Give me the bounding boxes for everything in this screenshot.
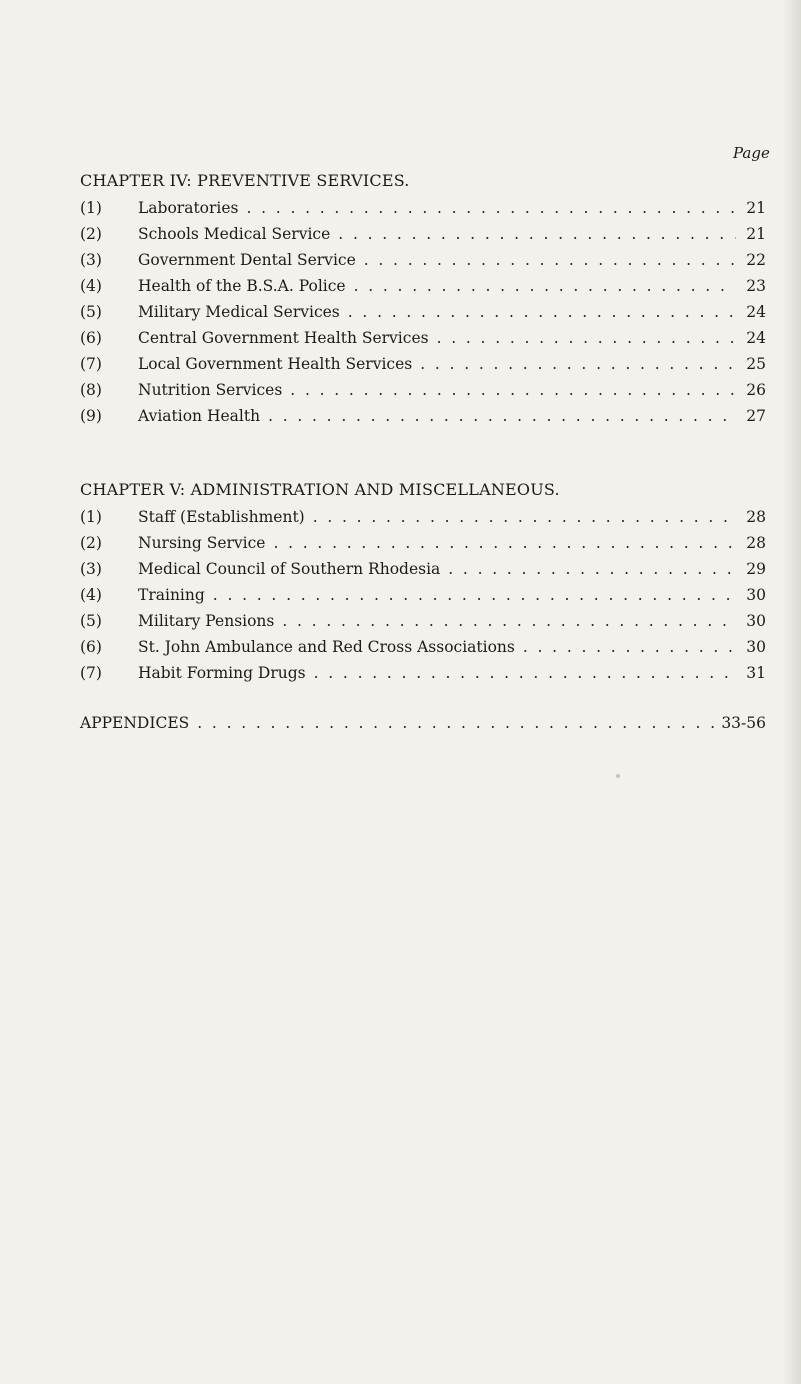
entry-page: 28	[746, 508, 766, 526]
entry-title: Schools Medical Service	[138, 225, 331, 243]
entry-page: 21	[746, 225, 766, 243]
page-column-label: Page	[733, 144, 770, 162]
toc-entry	[80, 586, 766, 612]
entry-title: Local Government Health Services	[138, 355, 413, 373]
chapter-v-entries	[80, 508, 766, 690]
entry-title: St. John Ambulance and Red Cross Associations	[138, 638, 515, 656]
entry-number: (3)	[80, 560, 102, 578]
dot-leader	[213, 586, 736, 604]
entry-title: Habit Forming Drugs	[138, 664, 306, 682]
dot-leader	[273, 534, 736, 552]
entry-title: Nutrition Services	[138, 381, 283, 399]
entry-title: Central Government Health Services	[138, 329, 429, 347]
entry-page: 30	[746, 586, 766, 604]
dot-leader	[437, 329, 736, 347]
dot-leader	[448, 560, 736, 578]
dot-leader	[247, 199, 737, 217]
toc-entry	[80, 251, 766, 277]
toc-entry	[80, 199, 766, 225]
entry-number: (7)	[80, 355, 102, 373]
dot-leader	[420, 355, 736, 373]
toc-entry	[80, 508, 766, 534]
entry-title: Training	[138, 586, 205, 604]
entry-number: (6)	[80, 329, 102, 347]
entry-page: 27	[746, 407, 766, 425]
entry-page: 25	[746, 355, 766, 373]
entry-page: 22	[746, 251, 766, 269]
entry-number: (6)	[80, 638, 102, 656]
dot-leader	[268, 407, 736, 425]
entry-number: (4)	[80, 586, 102, 604]
entry-page: 21	[746, 199, 766, 217]
appendices-entry-wrapper	[80, 714, 766, 740]
entry-title: Nursing Service	[138, 534, 266, 552]
toc-entry	[80, 664, 766, 690]
entry-number: (9)	[80, 407, 102, 425]
dot-leader	[523, 638, 736, 656]
dot-leader	[338, 225, 736, 243]
dot-leader	[354, 277, 736, 295]
dot-leader	[290, 381, 736, 399]
toc-entry	[80, 303, 766, 329]
page-edge-shadow	[783, 0, 801, 1384]
entry-title: Military Pensions	[138, 612, 275, 630]
entry-number: (5)	[80, 303, 102, 321]
entry-number: (3)	[80, 251, 102, 269]
entry-title: Laboratories	[138, 199, 239, 217]
entry-title: Government Dental Service	[138, 251, 356, 269]
entry-number: (1)	[80, 199, 102, 217]
toc-entry	[80, 277, 766, 303]
entry-page: 30	[746, 638, 766, 656]
toc-entry-appendices	[80, 714, 766, 740]
toc-entry	[80, 612, 766, 638]
toc-entry	[80, 560, 766, 586]
toc-entry	[80, 534, 766, 560]
dot-leader	[313, 508, 736, 526]
toc-entry	[80, 355, 766, 381]
chapter-iv-entries	[80, 199, 766, 433]
dot-leader	[282, 612, 736, 630]
entry-page: 24	[746, 329, 766, 347]
toc-entry	[80, 381, 766, 407]
dot-leader	[197, 714, 716, 732]
appendices-title: APPENDICES	[80, 714, 190, 732]
entry-number: (2)	[80, 225, 102, 243]
toc-entry	[80, 329, 766, 355]
entry-number: (1)	[80, 508, 102, 526]
toc-entry	[80, 407, 766, 433]
toc-entry	[80, 638, 766, 664]
entry-title: Aviation Health	[138, 407, 261, 425]
entry-number: (7)	[80, 664, 102, 682]
entry-number: (5)	[80, 612, 102, 630]
paper-speck	[616, 774, 620, 778]
entry-page: 29	[746, 560, 766, 578]
entry-page: 30	[746, 612, 766, 630]
entry-title: Medical Council of Southern Rhodesia	[138, 560, 441, 578]
entry-number: (4)	[80, 277, 102, 295]
entry-page: 23	[746, 277, 766, 295]
entry-page: 28	[746, 534, 766, 552]
entry-number: (8)	[80, 381, 102, 399]
appendices-page: 33-56	[721, 714, 766, 732]
chapter-iv-heading: CHAPTER IV: PREVENTIVE SERVICES.	[80, 171, 410, 190]
toc-entry	[80, 225, 766, 251]
entry-number: (2)	[80, 534, 102, 552]
entry-title: Military Medical Services	[138, 303, 340, 321]
dot-leader	[364, 251, 736, 269]
entry-page: 24	[746, 303, 766, 321]
entry-title: Health of the B.S.A. Police	[138, 277, 346, 295]
entry-page: 31	[746, 664, 766, 682]
chapter-v-heading: CHAPTER V: ADMINISTRATION AND MISCELLANEOUS.	[80, 480, 560, 499]
entry-page: 26	[746, 381, 766, 399]
dot-leader	[348, 303, 736, 321]
dot-leader	[314, 664, 736, 682]
entry-title: Staff (Establishment)	[138, 508, 305, 526]
